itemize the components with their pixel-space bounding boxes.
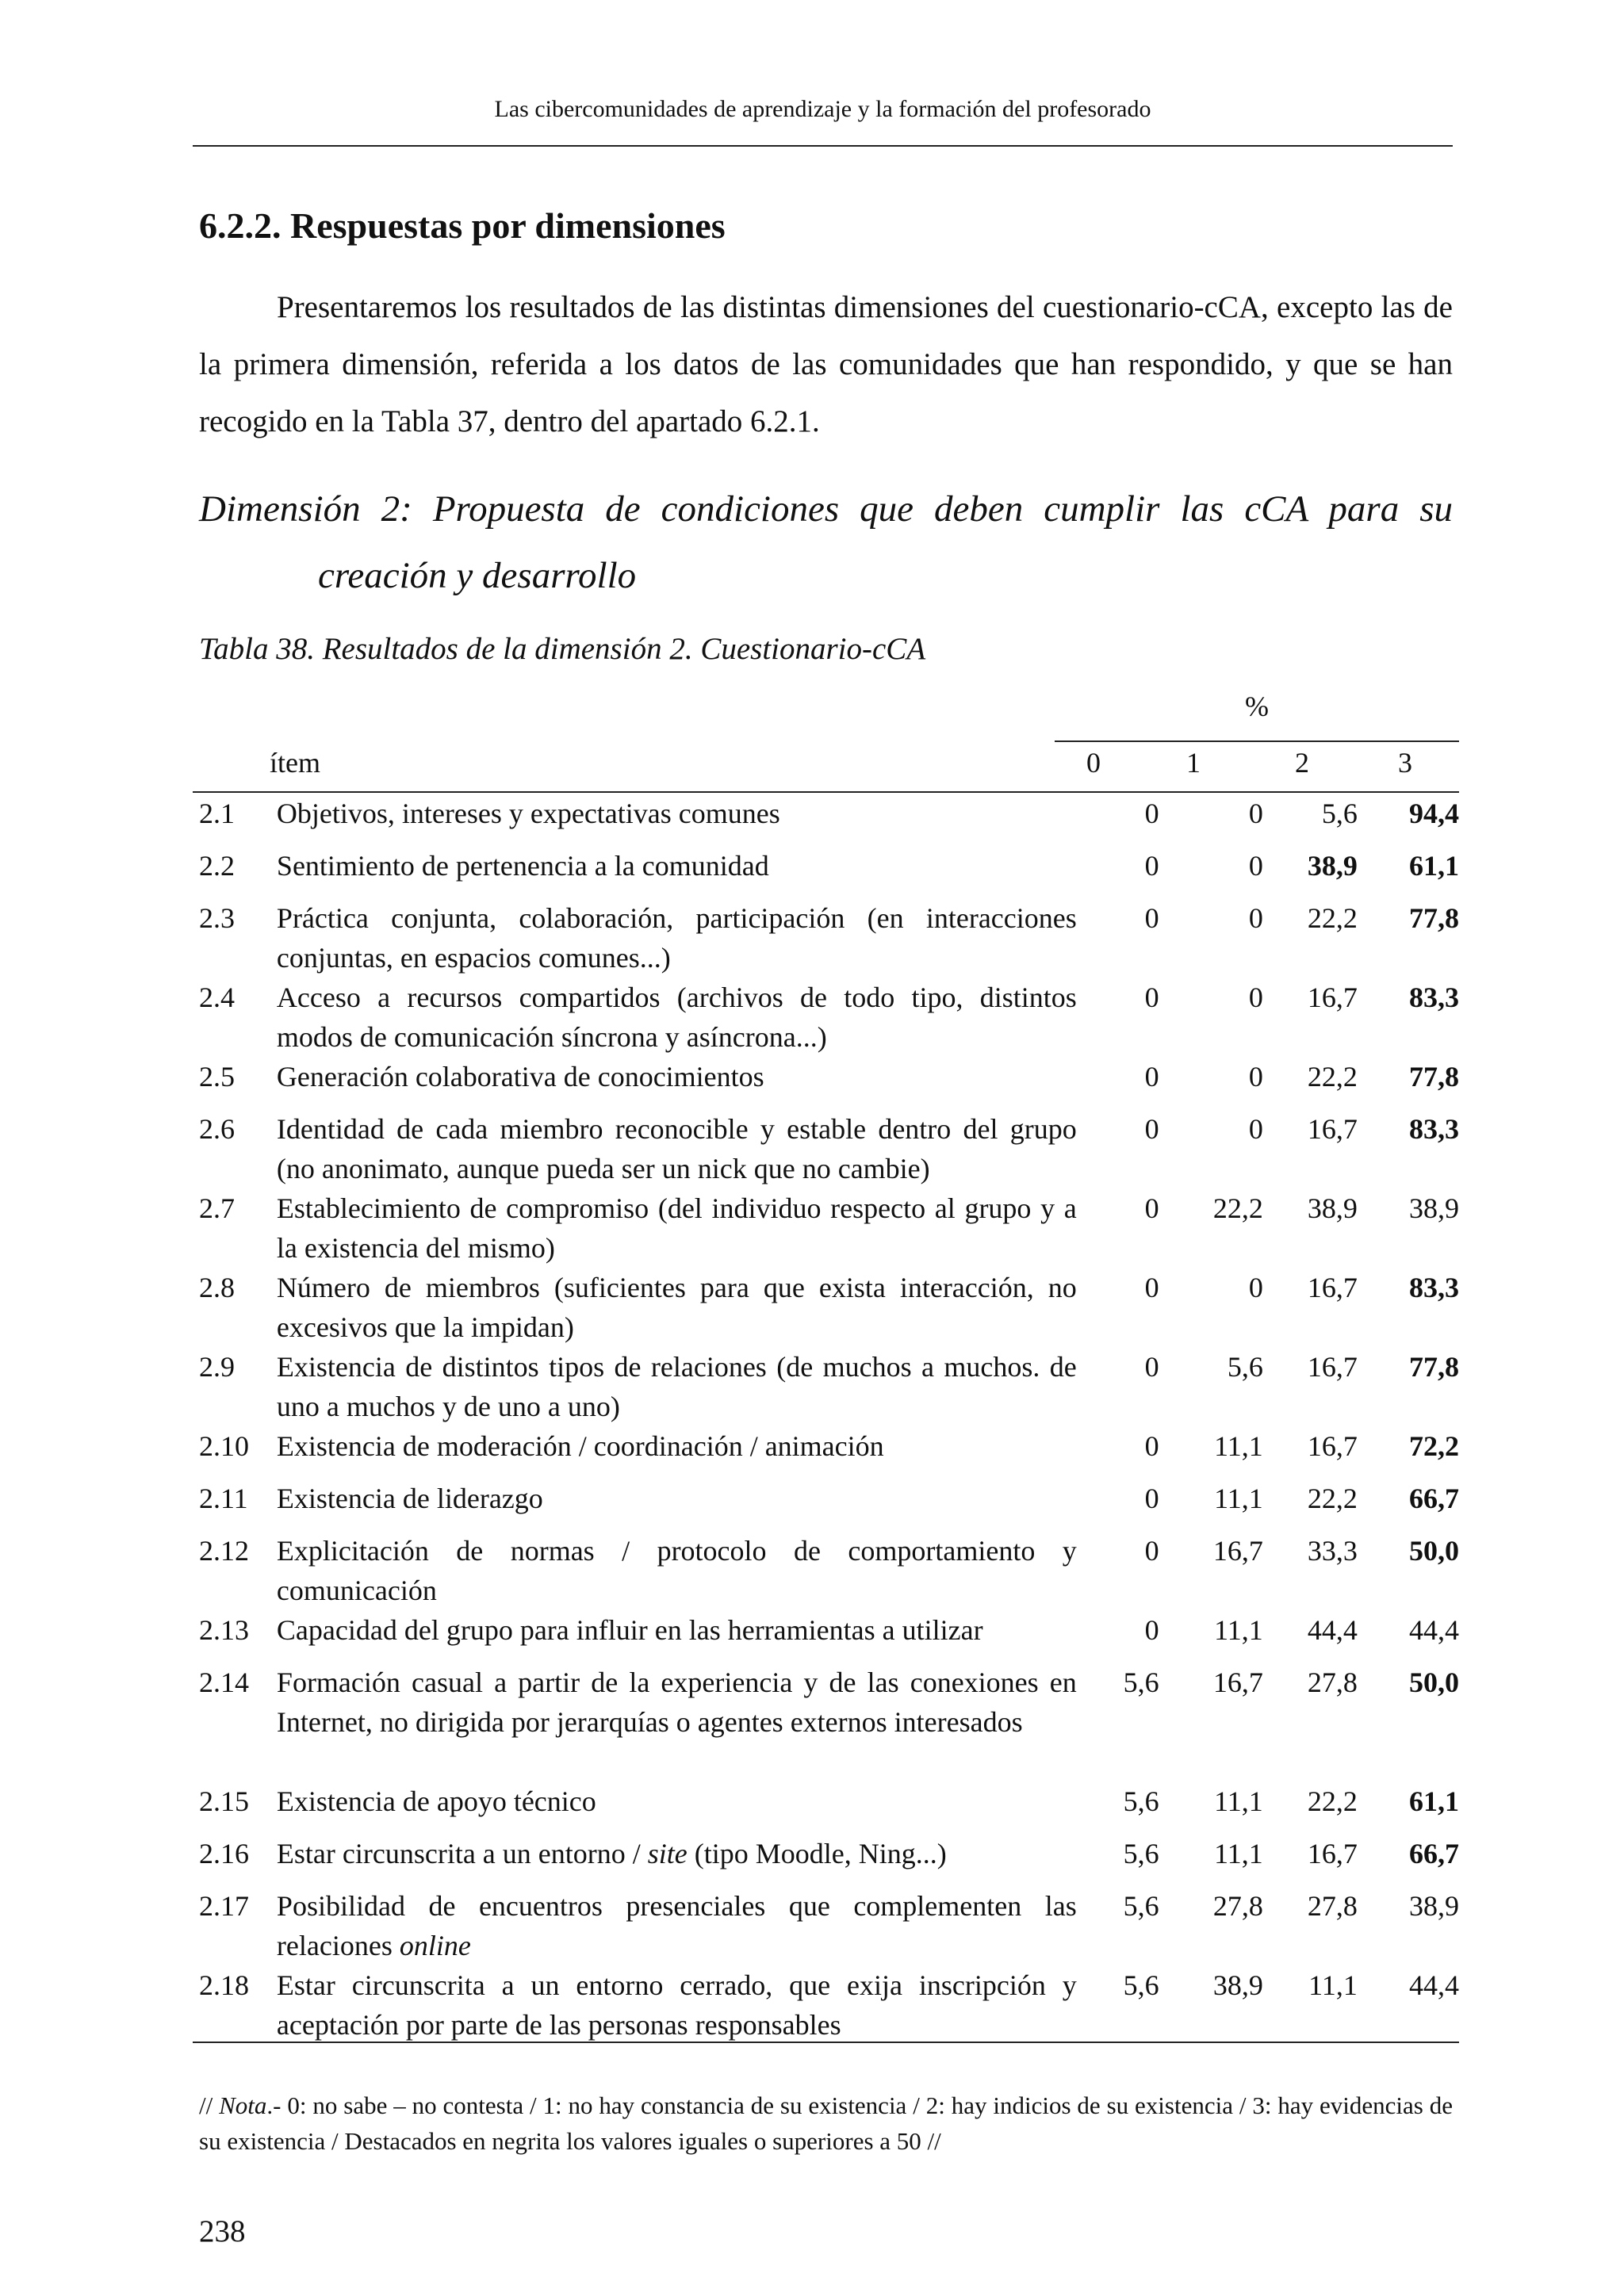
item-description: Existencia de liderazgo	[276, 1483, 543, 1514]
value-col-1: 38,9	[1212, 1969, 1263, 2001]
value-col-0: 0	[1144, 1061, 1159, 1093]
column-header-1: 1	[1186, 747, 1201, 779]
value-col-0: 5,6	[1123, 1890, 1159, 1922]
item-description: Objetivos, intereses y expectativas comunes	[276, 798, 780, 829]
running-header: Las cibercomunidades de aprendizaje y la formación del profesorado	[494, 96, 1151, 122]
value-col-3: 66,7	[1409, 1838, 1459, 1869]
item-description-part: (tipo Moodle, Ning...)	[687, 1838, 947, 1869]
percent-header: %	[1245, 691, 1269, 722]
value-col-1: 0	[1248, 850, 1263, 882]
table-row	[193, 846, 1459, 898]
table-row	[193, 1057, 1459, 1109]
value-col-2: 38,9	[1307, 850, 1358, 882]
value-col-3: 38,9	[1409, 1890, 1459, 1922]
table-row	[193, 1610, 1459, 1663]
value-col-1: 0	[1248, 902, 1263, 934]
value-col-2: 16,7	[1307, 1430, 1358, 1462]
value-col-1: 11,1	[1214, 1430, 1263, 1462]
header-divider	[193, 145, 1453, 147]
value-col-2: 16,7	[1307, 1351, 1358, 1383]
item-number: 2.5	[199, 1061, 235, 1093]
table-row	[193, 794, 1459, 846]
value-col-0: 0	[1144, 1192, 1159, 1224]
item-number: 2.2	[199, 850, 235, 882]
value-col-2: 16,7	[1307, 1838, 1358, 1869]
item-number: 2.13	[199, 1614, 249, 1646]
item-column-header: ítem	[270, 747, 320, 779]
item-number: 2.6	[199, 1113, 235, 1145]
item-description: Capacidad del grupo para influir en las herramientas a utilizar	[276, 1614, 983, 1646]
item-description-part: Estar circunscrita a un entorno /	[276, 1838, 648, 1869]
results-table	[193, 794, 1459, 2045]
value-col-3: 83,3	[1409, 1113, 1459, 1145]
table-row	[193, 1965, 1459, 2045]
item-description: Número de miembros (suficientes para que exista interacción, no excesivos que la impidan)	[276, 1272, 1077, 1343]
value-col-1: 11,1	[1214, 1483, 1263, 1514]
page-number: 238	[199, 2214, 246, 2248]
table-top-rule	[193, 791, 1459, 793]
value-col-0: 0	[1144, 1351, 1159, 1383]
item-number: 2.7	[199, 1192, 235, 1224]
item-description-part: Posibilidad de encuentros presenciales que complementen las relaciones	[276, 1890, 1077, 1961]
value-col-2: 27,8	[1307, 1667, 1358, 1698]
item-number: 2.10	[199, 1430, 249, 1462]
value-col-2: 16,7	[1307, 982, 1358, 1013]
item-number: 2.8	[199, 1272, 235, 1303]
value-col-3: 61,1	[1409, 1785, 1459, 1817]
value-col-3: 50,0	[1409, 1535, 1459, 1567]
item-description	[277, 1834, 1077, 1886]
value-col-3: 50,0	[1409, 1667, 1459, 1698]
value-col-0: 0	[1144, 1113, 1159, 1145]
value-col-3: 66,7	[1409, 1483, 1459, 1514]
value-col-2: 22,2	[1307, 1061, 1358, 1093]
table-row	[193, 1834, 1459, 1886]
value-col-0: 0	[1144, 1483, 1159, 1514]
item-description: Establecimiento de compromiso (del individuo respecto al grupo y a la existencia del mismo)	[276, 1192, 1077, 1264]
item-description: Existencia de distintos tipos de relaciones (de muchos a muchos. de uno a muchos y de uno a uno)	[276, 1351, 1077, 1422]
value-col-1: 16,7	[1212, 1535, 1263, 1567]
table-row	[193, 1663, 1459, 1781]
table-row	[193, 1188, 1459, 1268]
column-header-0: 0	[1086, 747, 1101, 779]
note-label: Nota	[219, 2091, 267, 2119]
note-text: .- 0: no sabe – no contesta / 1: no hay constancia de su existencia / 2: hay indicios de su existencia / 3: hay evidencias de su existencia / Destacados en negrita los valores iguales o superiores a 50 //	[199, 2091, 1453, 2155]
item-description: Generación colaborativa de conocimientos	[276, 1061, 764, 1093]
item-number: 2.3	[199, 902, 235, 934]
table-caption: Tabla 38. Resultados de la dimensión 2. Cuestionario-cCA	[199, 632, 926, 666]
value-col-0: 0	[1144, 902, 1159, 934]
value-col-3: 44,4	[1409, 1969, 1459, 2001]
item-number: 2.12	[199, 1535, 249, 1567]
value-col-2: 44,4	[1307, 1614, 1358, 1646]
value-col-3: 77,8	[1409, 1061, 1459, 1093]
item-description: Acceso a recursos compartidos (archivos de todo tipo, distintos modos de comunicación síncrona y asíncrona...)	[276, 982, 1077, 1053]
item-number: 2.16	[199, 1838, 249, 1869]
item-description: Formación casual a partir de la experiencia y de las conexiones en Internet, no dirigida por jerarquías o agentes externos interesados	[276, 1667, 1077, 1738]
table-note	[199, 2087, 1453, 2159]
percent-header-rule	[1055, 740, 1459, 742]
item-number: 2.15	[199, 1785, 249, 1817]
value-col-3: 44,4	[1409, 1614, 1459, 1646]
item-description: Estar circunscrita a un entorno cerrado, que exija inscripción y aceptación por parte de las personas responsables	[276, 1969, 1077, 2041]
table-row	[193, 1781, 1459, 1834]
value-col-2: 16,7	[1307, 1113, 1358, 1145]
value-col-2: 22,2	[1307, 902, 1358, 934]
value-col-0: 0	[1144, 1430, 1159, 1462]
value-col-3: 61,1	[1409, 850, 1459, 882]
value-col-2: 22,2	[1307, 1785, 1358, 1817]
value-col-0: 0	[1144, 1535, 1159, 1567]
value-col-2: 16,7	[1307, 1272, 1358, 1303]
value-col-2: 5,6	[1321, 798, 1358, 829]
dimension-title: Dimensión 2: Propuesta de condiciones que deben cumplir las cCA para su creación y desarrollo	[199, 488, 1453, 596]
results-table-body	[193, 794, 1459, 2045]
item-description	[277, 1886, 1077, 1965]
value-col-1: 11,1	[1214, 1838, 1263, 1869]
intro-paragraph: Presentaremos los resultados de las distintas dimensiones del cuestionario-cCA, excepto las de la primera dimensión, referida a los datos de las comunidades que han respondido, y que se han recogido en la Tabla 37, dentro del apartado 6.2.1.	[199, 290, 1453, 438]
column-header-3: 3	[1398, 747, 1412, 779]
item-number: 2.9	[199, 1351, 235, 1383]
value-col-0: 5,6	[1123, 1785, 1159, 1817]
value-col-0: 0	[1144, 1272, 1159, 1303]
value-col-1: 27,8	[1212, 1890, 1263, 1922]
value-col-0: 5,6	[1123, 1969, 1159, 2001]
value-col-2: 33,3	[1307, 1535, 1358, 1567]
value-col-1: 16,7	[1212, 1667, 1263, 1698]
value-col-0: 5,6	[1123, 1667, 1159, 1698]
value-col-1: 0	[1248, 1272, 1263, 1303]
item-number: 2.18	[199, 1969, 249, 2001]
value-col-3: 83,3	[1409, 1272, 1459, 1303]
value-col-3: 83,3	[1409, 982, 1459, 1013]
value-col-1: 11,1	[1214, 1785, 1263, 1817]
item-description: Existencia de apoyo técnico	[276, 1785, 596, 1817]
value-col-1: 0	[1248, 1061, 1263, 1093]
value-col-1: 0	[1248, 798, 1263, 829]
value-col-3: 77,8	[1409, 1351, 1459, 1383]
item-description: Explicitación de normas / protocolo de comportamiento y comunicación	[276, 1535, 1077, 1606]
value-col-3: 72,2	[1409, 1430, 1459, 1462]
table-row	[193, 1886, 1459, 1965]
item-number: 2.11	[199, 1483, 248, 1514]
item-number: 2.1	[199, 798, 235, 829]
value-col-2: 22,2	[1307, 1483, 1358, 1514]
item-description-italic: online	[399, 1930, 471, 1961]
table-row	[193, 1479, 1459, 1531]
value-col-3: 77,8	[1409, 902, 1459, 934]
table-row	[193, 898, 1459, 978]
value-col-0: 5,6	[1123, 1838, 1159, 1869]
value-col-1: 5,6	[1227, 1351, 1263, 1383]
note-open: //	[199, 2091, 220, 2119]
table-row	[193, 1109, 1459, 1188]
section-title: 6.2.2. Respuestas por dimensiones	[199, 205, 726, 246]
table-row	[193, 978, 1459, 1057]
item-description: Existencia de moderación / coordinación / animación	[276, 1430, 884, 1462]
value-col-1: 22,2	[1212, 1192, 1263, 1224]
value-col-1: 0	[1248, 1113, 1263, 1145]
value-col-2: 38,9	[1307, 1192, 1358, 1224]
value-col-1: 11,1	[1214, 1614, 1263, 1646]
item-description: Práctica conjunta, colaboración, participación (en interacciones conjuntas, en espacios comunes...)	[276, 902, 1077, 974]
table-row	[193, 1347, 1459, 1426]
item-description: Identidad de cada miembro reconocible y estable dentro del grupo (no anonimato, aunque pueda ser un nick que no cambie)	[276, 1113, 1077, 1184]
item-description: Sentimiento de pertenencia a la comunidad	[276, 850, 769, 882]
value-col-1: 0	[1248, 982, 1263, 1013]
value-col-0: 0	[1144, 850, 1159, 882]
value-col-3: 38,9	[1409, 1192, 1459, 1224]
table-bottom-rule	[193, 2042, 1459, 2043]
table-row	[193, 1268, 1459, 1347]
value-col-3: 94,4	[1409, 798, 1459, 829]
table-row	[193, 1531, 1459, 1610]
value-col-0: 0	[1144, 982, 1159, 1013]
value-col-0: 0	[1144, 798, 1159, 829]
value-col-2: 11,1	[1308, 1969, 1358, 2001]
item-description-italic: site	[647, 1838, 688, 1869]
value-col-2: 27,8	[1307, 1890, 1358, 1922]
table-row	[193, 1426, 1459, 1479]
column-header-2: 2	[1295, 747, 1309, 779]
item-number: 2.14	[199, 1667, 249, 1698]
value-col-0: 0	[1144, 1614, 1159, 1646]
item-number: 2.17	[199, 1890, 249, 1922]
item-number: 2.4	[199, 982, 235, 1013]
